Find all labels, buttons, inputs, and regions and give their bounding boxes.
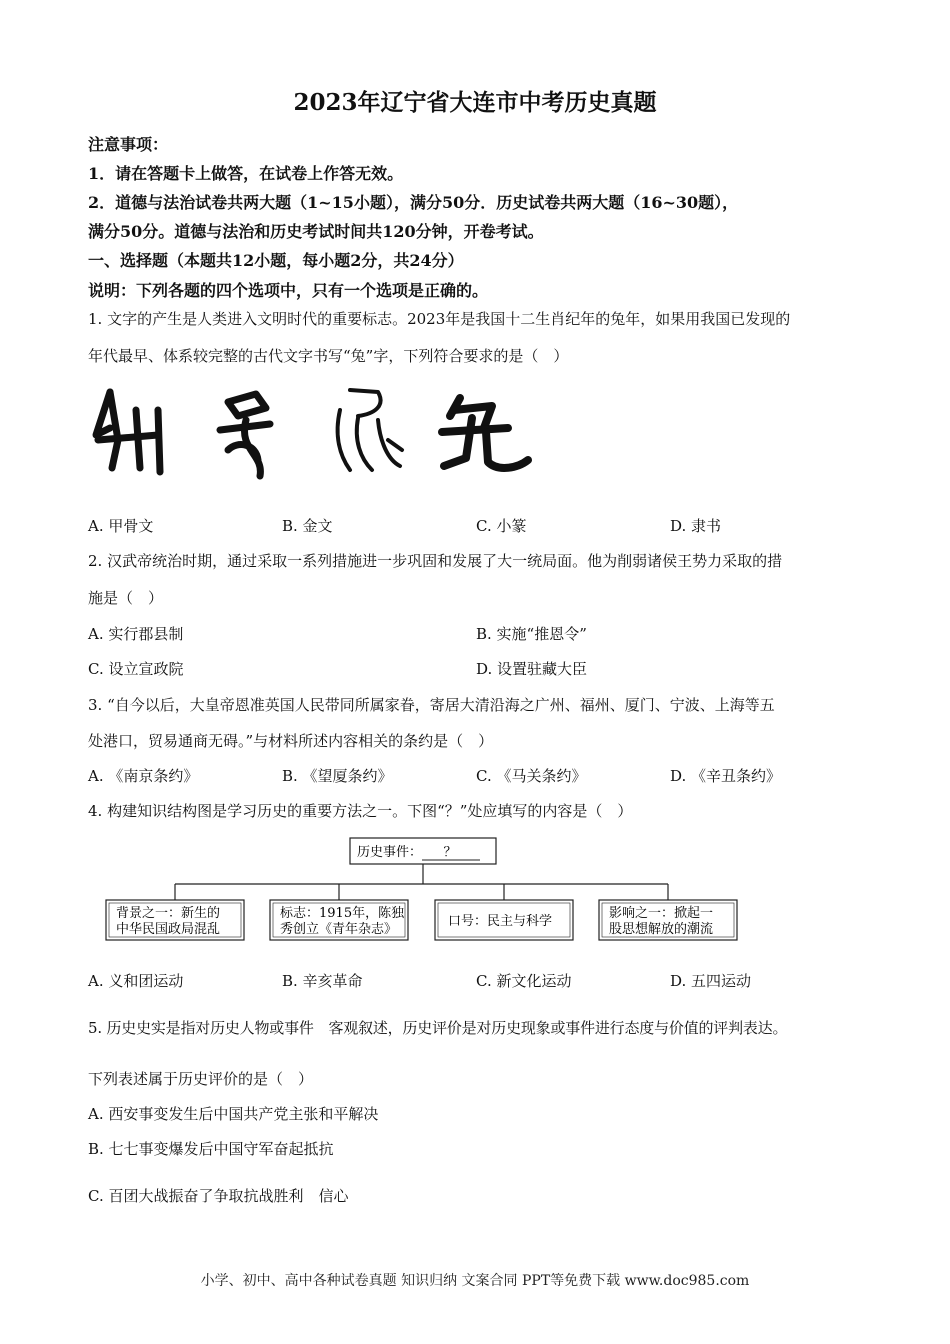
q1-option-b[interactable]: B. 金文 <box>282 517 333 535</box>
diagram-box-1-line-2: 中华民国政局混乱 <box>116 922 221 937</box>
q1-option-d[interactable]: D. 隶书 <box>670 517 722 535</box>
q1-line-2: 年代最早、体系较完整的古代文字书写“兔”字，下列符合要求的是（ ） <box>88 347 569 365</box>
q2-option-d[interactable]: D. 设置驻藏大臣 <box>476 660 588 678</box>
q2-option-a[interactable]: A. 实行郡县制 <box>88 625 184 643</box>
q4-option-d[interactable]: D. 五四运动 <box>670 972 752 990</box>
diagram-box-2-line-2: 秀创立《青年杂志》 <box>280 922 398 937</box>
q4-option-c[interactable]: C. 新文化运动 <box>476 972 572 990</box>
section-heading: 一、选择题（本题共12小题，每小题2分，共24分） <box>88 251 464 270</box>
q5-option-c[interactable]: C. 百团大战振奋了争取抗战胜利 信心 <box>88 1187 349 1205</box>
q5-option-a[interactable]: A. 西安事变发生后中国共产党主张和平解决 <box>88 1105 379 1123</box>
q3-line-1: 3. “自今以后，大皇帝恩准英国人民带同所属家眷，寄居大清沿海之广州、福州、厦门、宁波、上海等五 <box>88 696 775 714</box>
rabbit-glyphs-image <box>88 380 538 480</box>
diagram-top-label: 历史事件： <box>357 845 423 860</box>
page-footer: 小学、初中、高中各种试卷真题 知识归纳 文案合同 PPT等免费下载 www.doc985.com <box>200 1273 750 1289</box>
q4-option-a[interactable]: A. 义和团运动 <box>88 972 184 990</box>
q3-option-a[interactable]: A. 《南京条约》 <box>88 767 199 785</box>
notice-line-1: 1．请在答题卡上做答，在试卷上作答无效。 <box>88 164 404 183</box>
knowledge-structure-diagram <box>100 834 750 946</box>
diagram-top-blank: ？ <box>443 845 457 860</box>
q5-option-b[interactable]: B. 七七事变爆发后中国守军奋起抵抗 <box>88 1140 334 1158</box>
bronze-glyph <box>220 394 270 476</box>
notice-heading: 注意事项： <box>88 135 169 154</box>
q3-option-d[interactable]: D. 《辛丑条约》 <box>670 767 782 785</box>
q2-option-b[interactable]: B. 实施“推恩令” <box>476 625 587 643</box>
q2-line-2: 施是（ ） <box>88 589 164 607</box>
section-note: 说明：下列各题的四个选项中，只有一个选项是正确的。 <box>88 281 489 300</box>
page-title: 2023年辽宁省大连市中考历史真题 <box>293 89 657 116</box>
q3-line-2: 处港口，贸易通商无碍。”与材料所述内容相关的条约是（ ） <box>88 732 494 750</box>
q1-option-c[interactable]: C. 小篆 <box>476 517 527 535</box>
q4-line-1: 4. 构建知识结构图是学习历史的重要方法之一。下图“？”处应填写的内容是（ ） <box>88 802 633 820</box>
q3-option-b[interactable]: B. 《望厦条约》 <box>282 767 393 785</box>
q5-line-1: 5. 历史史实是指对历史人物或事件 客观叙述，历史评价是对历史现象或事件进行态度与价值的评判表达。 <box>88 1019 788 1037</box>
notice-line-2b: 满分50分。道德与法治和历史考试时间共120分钟，开卷考试。 <box>88 222 544 241</box>
q2-line-1: 2. 汉武帝统治时期，通过采取一系列措施进一步巩固和发展了大一统局面。他为削弱诸侯王势力采取的措 <box>88 552 783 570</box>
q1-line-1: 1. 文字的产生是人类进入文明时代的重要标志。2023年是我国十二生肖纪年的兔年，如果用我国已发现的 <box>88 310 791 328</box>
q5-line-2: 下列表述属于历史评价的是（ ） <box>88 1070 314 1088</box>
seal-glyph <box>338 390 402 470</box>
q1-option-a[interactable]: A. 甲骨文 <box>88 517 154 535</box>
diagram-box-1-line-1: 背景之一：新生的 <box>116 906 221 921</box>
q2-option-c[interactable]: C. 设立宣政院 <box>88 660 184 678</box>
q3-option-c[interactable]: C. 《马关条约》 <box>476 767 587 785</box>
q4-option-b[interactable]: B. 辛亥革命 <box>282 972 363 990</box>
diagram-box-4-line-2: 股思想解放的潮流 <box>609 922 714 937</box>
notice-line-2a: 2．道德与法治试卷共两大题（1~15小题），满分50分．历史试卷共两大题（16~30题）， <box>88 193 739 212</box>
clerical-glyph <box>442 398 528 468</box>
oracle-bone-glyph <box>96 392 160 472</box>
diagram-box-4-line-1: 影响之一：掀起一 <box>609 906 714 921</box>
diagram-box-3-line-1: 口号：民主与科学 <box>448 914 553 929</box>
diagram-box-2-line-1: 标志：1915年，陈独 <box>280 906 405 921</box>
